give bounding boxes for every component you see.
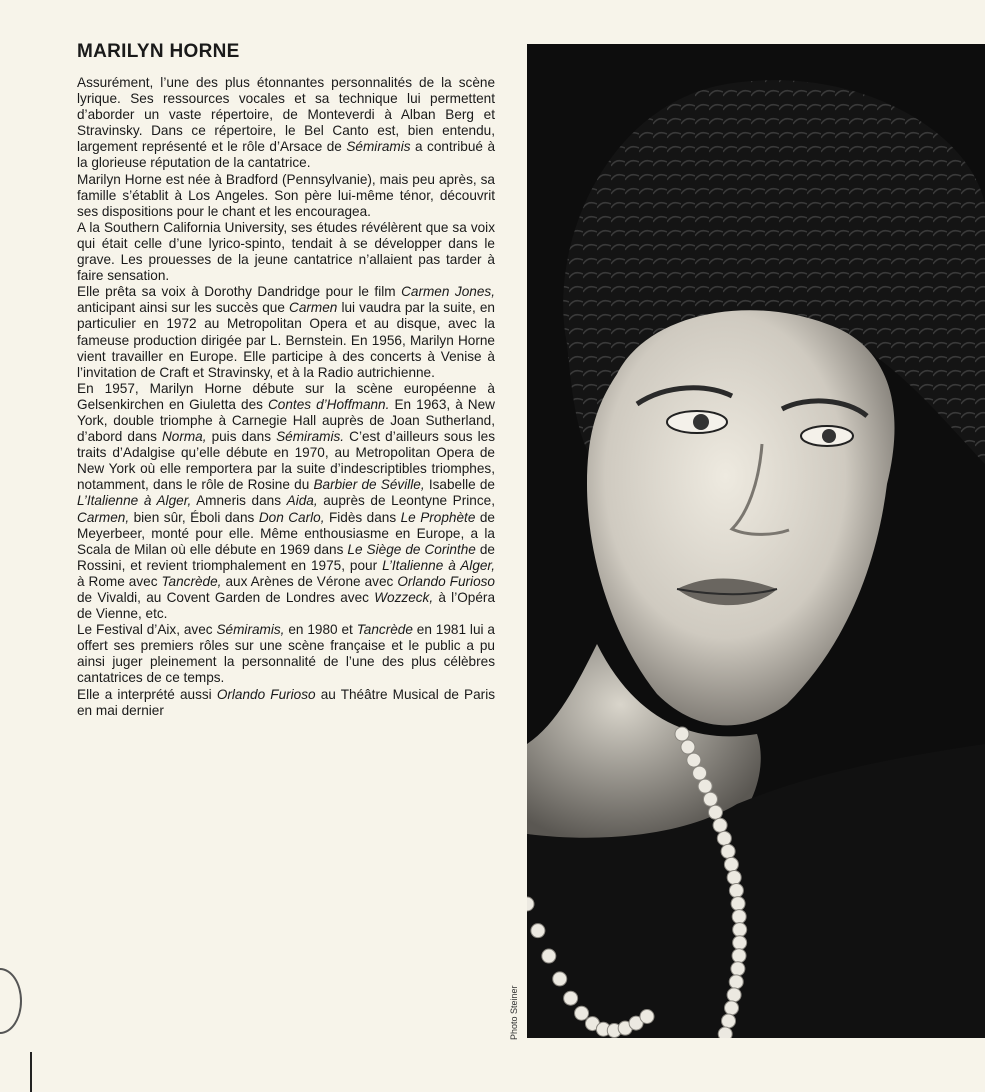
italic-title: L’Italienne à Alger, — [382, 557, 495, 573]
pearl — [713, 818, 727, 832]
italic-title: Tancrède — [356, 622, 413, 638]
pearl — [675, 727, 689, 741]
text-run: bien sûr, Éboli dans — [129, 509, 259, 525]
archive-stamp — [0, 968, 22, 1034]
text-run: A la Southern California University, ses études révélèrent que sa voix qui était celle d’une lyrico-spinto, tendait à se développer dans le grave. Les prouesses de la jeune cantatrice n’allaient pas tarder à faire sensation. — [77, 219, 495, 284]
pearl — [729, 975, 743, 989]
text-run: au Théâtre Musical de Paris en mai dernier — [77, 686, 496, 718]
text-run: Elle prêta sa voix à Dorothy Dandridge pour le film — [77, 284, 402, 300]
pearl — [542, 949, 556, 963]
pearl — [721, 844, 735, 858]
pearl — [731, 962, 745, 976]
text-run: En 1957, Marilyn Horne débute sur la scène européenne à Gelsenkirchen en Giuletta des — [77, 380, 495, 412]
italic-title: Le Prophète — [400, 509, 476, 525]
pearl — [698, 779, 712, 793]
text-run: Marilyn Horne est née à Bradford (Pennsylvanie), mais peu après, sa famille s’établit à Los Angeles. Son père lui-même ténor, découvrit ses dispositions pour le chant et les encouragea. — [77, 171, 495, 219]
body-paragraph — [77, 172, 495, 220]
italic-title: Carmen — [289, 300, 338, 316]
article-body — [77, 75, 495, 719]
text-run: Elle a interprété aussi — [77, 686, 217, 702]
pearl — [681, 740, 695, 754]
pearl — [718, 1027, 732, 1038]
body-paragraph — [77, 381, 495, 622]
italic-title: Tancrède, — [161, 573, 222, 589]
text-run: En 1963, à New York, double triomphe à Carnegie Hall auprès de Joan Sutherland, d’abord dans — [77, 396, 496, 445]
body-paragraph — [77, 220, 495, 284]
pearl — [727, 988, 741, 1002]
article-column — [77, 41, 495, 719]
pearl — [727, 870, 741, 884]
italic-title: Contes d’Hoffmann. — [267, 396, 390, 412]
italic-title: Aida, — [286, 493, 318, 509]
pearl — [564, 991, 578, 1005]
text-run: Assurément, l’une des plus étonnantes personnalités de la scène lyrique. Ses ressources vocales et sa technique lui permettent d’aborder un vaste répertoire, de Monteverdi à Alban Berg et Stravinsky. Dans ce répertoire, le Bel Canto est, bien entendu, largement représenté et le rôle d’Arsace de — [77, 75, 495, 155]
text-run: anticipant ainsi sur les succès que — [77, 300, 290, 316]
text-run: Fidès dans — [324, 509, 401, 525]
italic-title: Norma, — [161, 429, 207, 445]
text-run: à Rome avec — [77, 573, 162, 589]
pearl — [640, 1009, 654, 1023]
text-run: en 1980 et — [284, 622, 357, 638]
text-run: à l’Opéra de Vienne, etc. — [77, 590, 496, 622]
text-run: aux Arènes de Vérone avec — [221, 573, 398, 589]
italic-title: L’Italienne à Alger, — [77, 493, 192, 509]
pearl — [733, 923, 747, 937]
text-run: de Vivaldi, au Covent Garden de Londres avec — [77, 590, 375, 605]
italic-title: Orlando Furioso — [397, 573, 495, 589]
italic-title: Orlando Furioso — [216, 686, 316, 702]
text-run: a contribué à la glorieuse réputation de la cantatrice. — [77, 139, 496, 171]
pearl — [703, 792, 717, 806]
text-run: Le Festival d’Aix, avec — [77, 622, 217, 638]
italic-title: Carmen, — [77, 509, 130, 525]
text-run: lui vaudra par la suite, en particulier en 1972 au Metropolitan Opera et au disque, avec la fameuse production dirigée par L. Bernstein. En 1956, Marilyn Horne vient travailler en Europe. Elle participe à des concerts à Venise à l’invitation de Craft et Stravinsky, et à la Radio autrichienne. — [77, 300, 495, 380]
pearl — [717, 831, 731, 845]
pearl — [729, 884, 743, 898]
pearl — [722, 1014, 736, 1028]
text-run: C’est d’ailleurs sous les traits d’Adalgise qu’elle débute en 1970, au Metropolitan Opera de New York où elle remportera par la suite d’indescriptibles triomphes, notamment, dans le rôle de Rosine du — [77, 429, 495, 493]
italic-title: Carmen Jones, — [401, 284, 495, 300]
italic-title: Sémiramis. — [276, 429, 345, 445]
text-run: puis dans — [206, 429, 277, 445]
text-run: Amneris dans — [191, 493, 287, 509]
portrait-illustration — [527, 44, 985, 1038]
pearl — [553, 972, 567, 986]
article-title: MARILYN HORNE — [77, 41, 240, 62]
pearl — [732, 910, 746, 924]
photo-credit: Photo Steiner — [509, 985, 519, 1040]
pearl — [531, 924, 545, 938]
pearl — [724, 857, 738, 871]
pearl — [731, 897, 745, 911]
pearl — [708, 805, 722, 819]
body-paragraph — [77, 75, 495, 172]
italic-title: Sémiramis — [346, 139, 411, 155]
text-run: de Meyerbeer, monté pour elle. Même enthousiasme en Europe, a la Scala de Milan où elle débute en 1969 dans — [77, 509, 495, 557]
pearl — [575, 1006, 589, 1020]
portrait-photo — [527, 44, 985, 1038]
pearl — [733, 936, 747, 950]
body-paragraph — [77, 622, 495, 686]
italic-title: Wozzeck, — [374, 590, 434, 605]
italic-title: Sémiramis, — [216, 622, 285, 638]
italic-title: Le Siège de Corinthe — [347, 541, 476, 557]
binding-mark — [30, 1052, 32, 1092]
pearl — [732, 949, 746, 963]
text-run: en 1981 lui a offert ses premiers rôles sur une scène française et le public a pu ainsi juger pleinement la personnalité de l’une des plus célèbres cantatrices de ce temps. — [77, 622, 495, 686]
pearl — [687, 753, 701, 767]
pearl — [725, 1001, 739, 1015]
italic-title: Barbier de Séville, — [313, 477, 425, 493]
body-paragraph — [77, 687, 495, 719]
text-run: auprès de Leontyne Prince, — [317, 493, 495, 509]
text-run: Isabelle de — [424, 477, 495, 493]
pearl — [693, 766, 707, 780]
italic-title: Don Carlo, — [258, 509, 325, 525]
body-paragraph — [77, 284, 495, 381]
text-run: de Rossini, et revient triomphalement en 1975, pour — [77, 541, 495, 573]
